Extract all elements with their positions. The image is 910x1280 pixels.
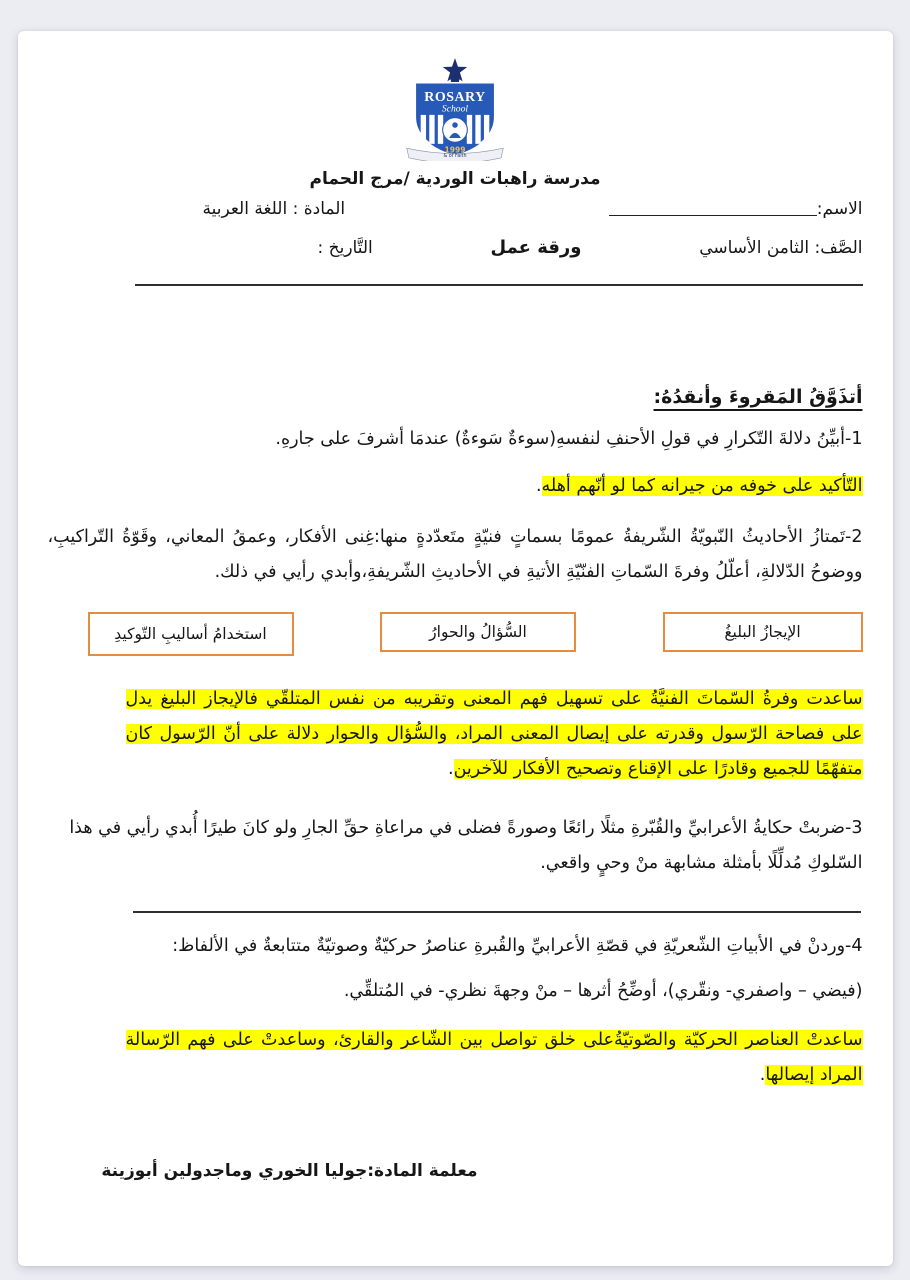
answer-4-highlight: ساعدتْ العناصر الحركيّة والصّوتيّةُعلى خلق تواصل بين الشّاعر والقارئ، وساعدتْ على فهم الرّسالة المراد إيصالها xyxy=(125,1030,863,1085)
question-1: 1-أبيِّنُ دلالةَ التّكرارِ في قولِ الأحنفِ لنفسهِ(سوءةٌ سَوءةٌ) عندمَا أشرفَ على جارهِ. xyxy=(275,429,863,449)
teacher-line: معلمة المادة:جوليا الخوري وماجدولين أبوزينة xyxy=(101,1161,478,1181)
logo-rosary-text: ROSARY xyxy=(424,89,486,105)
middle-divider-line xyxy=(133,911,861,913)
header-row-2 xyxy=(48,237,863,258)
option-boxes-row xyxy=(48,612,863,656)
logo-ribbon-text: of Faith & xyxy=(443,154,467,160)
option-box-question-dialogue: السُّؤالُ والحوارُ xyxy=(380,612,576,652)
logo-wrap xyxy=(48,57,863,165)
subject-label: المادة : اللغة العربية xyxy=(202,199,346,219)
question-4: 4-وردنْ في الأبياتِ الشّعريّةِ في قصّةِ الأعرابيِّ والقُبرةِ عناصرُ حركيّةٌ وصوتيّةٌ متتابعةٌ في الألفاظ: xyxy=(172,936,863,956)
rosary-school-logo-icon xyxy=(396,57,514,161)
header-divider-line xyxy=(135,284,863,286)
logo-school-text: School xyxy=(441,103,469,115)
answer-4 xyxy=(48,1023,863,1093)
logo-year-text: 1999 xyxy=(444,145,466,155)
answer-2-highlight: ساعدت وفرةُ السّماتَ الفنيَّةُ على تسهيل فهم المعنى وتقريبه من نفس المتلقّي فالإيجاز البليغ يدل على فصاحة الرّسول وقدرته على إيصال المعنى المراد، والسُّؤال والحوار دلالة على أنّ الرّسول كان متفهّمًا للجميع وقادرًا على الإقناع وتصحيح الأفكار للآخرين xyxy=(125,689,863,779)
name-blank-line xyxy=(609,201,817,216)
answer-4-period: . xyxy=(759,1065,766,1085)
answer-1-period: . xyxy=(535,476,542,496)
worksheet-title: ورقة عمل xyxy=(490,237,582,258)
answer-1 xyxy=(48,469,863,504)
option-box-emphasis-styles: استخدامُ أساليبِ التّوكيدِ xyxy=(88,612,294,656)
date-label: التَّاريخ : xyxy=(317,238,373,258)
name-label: الاسم: xyxy=(816,199,863,219)
answer-1-highlight: التّأكيد على خوفه من جيرانه كما لو أنّهم أهله xyxy=(541,476,863,496)
question-3: 3-ضربتْ حكايةُ الأعرابيِّ والقُبّرةِ مثلًا رائعًا وصورةً فضلى في مراعاةِ حقِّ الجارِ ولو كانَ طيرًا أُبدي رأيي في هذا السّلوكِ مُدلِّلًا بأمثلة مشابهة منْ وحيٍ واقعي. xyxy=(69,818,863,873)
header-row-1 xyxy=(48,199,863,219)
answer-2-period: . xyxy=(448,759,454,779)
section-heading: أتذَوَّقُ المَقروءَ وأنقدُهُ: xyxy=(653,386,863,408)
question-4-words: (فيضي – واصفري- ونقّري)، أوضِّحُ أثرها – منْ وجهةَ نظري- في المُتلقِّي. xyxy=(343,981,863,1001)
school-name: مدرسة راهبات الوردية /مرج الحمام xyxy=(309,169,601,189)
answer-2 xyxy=(48,682,863,787)
option-box-concise-eloquence: الإيجازُ البليغُ xyxy=(663,612,863,652)
name-field xyxy=(609,199,863,219)
worksheet-page xyxy=(18,31,893,1266)
class-label: الصَّف: الثامن الأساسي xyxy=(699,238,863,258)
question-2: 2-تَمتازُ الأحاديثُ النّبويّةُ الشّريفةُ عمومًا بسماتٍ فنيّةٍ متَعدّدةٍ منها:غِنى الأفكار، وعمقُ المعاني، وقَوّةُ التّراكيبِ، ووضوحُ الدّلالةِ، أعلّلُ وفرةَ السّماتِ الفنّيّةِ الأتيةِ في الأحاديثِ الشّريفةِ،وأبدي رأيي في ذلك. xyxy=(47,527,863,582)
